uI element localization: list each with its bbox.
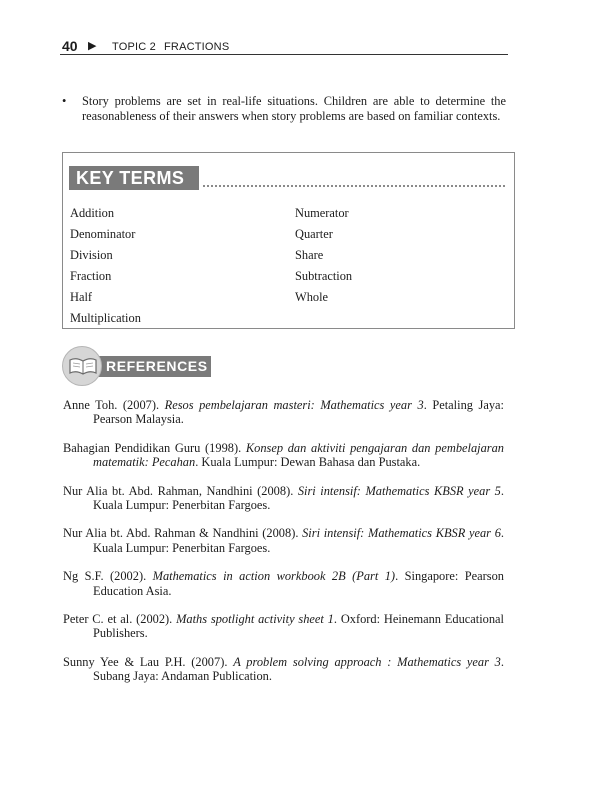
page-header <box>60 38 508 55</box>
header-arrow-icon: ▶ <box>88 40 97 52</box>
key-term: Subtraction <box>295 269 353 283</box>
reference-title: Maths spotlight activity sheet 1 <box>176 612 334 627</box>
key-term: Fraction <box>70 269 112 283</box>
key-term: Multiplication <box>70 311 141 325</box>
reference-item <box>63 612 504 641</box>
reference-item <box>63 441 504 470</box>
reference-title: Resos pembelajaran masteri: Mathematics year 3 <box>164 398 424 412</box>
key-term: Division <box>70 248 113 262</box>
reference-item <box>63 655 504 684</box>
reference-title: Siri intensif: Mathematics KBSR year 6 <box>302 526 501 541</box>
key-term: Denominator <box>70 227 136 241</box>
summary-bullet <box>62 94 506 123</box>
reference-publisher: . Kuala Lumpur: Penerbitan Fargoes. <box>93 526 504 555</box>
reference-author: Bahagian Pendidikan Guru (1998). <box>63 440 246 455</box>
reference-title: A problem solving approach : Mathematics year 3 <box>233 654 501 669</box>
reference-author: Nur Alia bt. Abd. Rahman & Nandhini (2008). <box>63 526 303 541</box>
references-header <box>62 346 222 386</box>
reference-author: Anne Toh. (2007). <box>63 398 165 412</box>
key-term: Whole <box>295 290 329 304</box>
reference-title: Konsep dan aktiviti pengajaran dan pembelajaran matematik: Pecahan <box>93 440 504 470</box>
references-title: REFERENCES <box>94 356 211 377</box>
reference-publisher: . Singapore: Pearson Education Asia. <box>93 569 504 598</box>
key-terms-left-column <box>70 203 141 329</box>
key-term: Numerator <box>295 206 349 220</box>
reference-item <box>63 569 504 598</box>
key-terms-title: KEY TERMS <box>69 166 199 190</box>
reference-publisher: . Kuala Lumpur: Penerbitan Fargoes. <box>93 483 504 513</box>
reference-item <box>63 398 504 427</box>
reference-item <box>63 526 504 555</box>
topic-label: TOPIC 2 <box>112 41 156 53</box>
topic-title: FRACTIONS <box>164 41 230 53</box>
key-term: Share <box>295 248 324 262</box>
key-term: Half <box>70 290 93 304</box>
page-number: 40 <box>62 38 78 54</box>
key-term: Quarter <box>295 227 333 241</box>
bullet-text: Story problems are set in real-life situations. Children are able to determine the reasonableness of their answers when story problems are based on familiar contexts. <box>82 94 506 123</box>
reference-author: Sunny Yee & Lau P.H. (2007). <box>63 654 234 669</box>
reference-title: Mathematics in action workbook 2B (Part 1) <box>152 569 396 584</box>
reference-title: Siri intensif: Mathematics KBSR year 5 <box>297 483 501 498</box>
reference-author: Ng S.F. (2002). <box>63 569 153 584</box>
open-book-icon <box>68 352 98 378</box>
key-terms-box <box>62 152 515 329</box>
reference-publisher: . Oxford: Heinemann Educational Publishers. <box>93 612 504 641</box>
reference-publisher: . Petaling Jaya: Pearson Malaysia. <box>93 398 504 427</box>
key-terms-right-column <box>295 203 352 308</box>
references-list <box>63 398 504 684</box>
key-term: Addition <box>70 206 115 220</box>
reference-publisher: . Kuala Lumpur: Dewan Bahasa dan Pustaka. <box>195 455 421 470</box>
reference-author: Nur Alia bt. Abd. Rahman, Nandhini (2008). <box>63 483 298 498</box>
dotted-divider <box>203 185 505 187</box>
reference-publisher: . Subang Jaya: Andaman Publication. <box>93 654 504 684</box>
reference-author: Peter C. et al. (2002). <box>63 612 177 627</box>
bullet-icon: • <box>62 94 67 108</box>
reference-item <box>63 484 504 513</box>
